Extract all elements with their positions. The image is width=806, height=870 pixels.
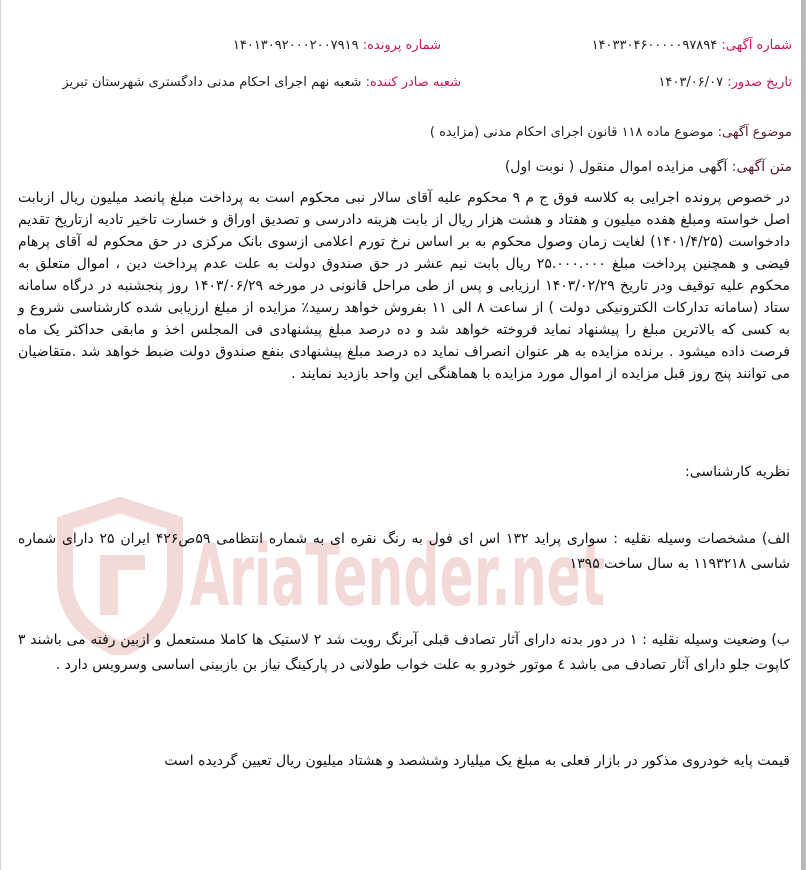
body-paragraph: در خصوص پرونده اجرایی به کلاسه فوق ج م ۹ محکوم علیه آقای سالار نبی محکوم است به پرداخت مبلغ پانصد میلیون ریال ازبابت اصل خواسته ومبلغ هفده میلیون و هفتاد و هشت هزار ریال از بابت هزینه دادرسی و تصدیق اوراق و خسارت تاخیر تادیه ازتاریخ تقدیم دادخواست (۱۴۰۱/۴/۲۵) لغایت زمان وصول محکوم به بر اساس نرخ تورم اعلامی ازسوی بانک مرکزی در حق محکوم له آقای پرهام فیضی و همچنین پرداخت مبلغ ۲۵.۰۰۰.۰۰۰ ریال بابت نیم عشر در حق صندوق دولت به علت عدم پرداخت دین ، اموال متعلق به محکوم علیه توقیف ودر تاریخ ۱۴۰۳/۰۲/۲۹ ارزیابی و پس از طی مراحل قانونی در مورخه ۱۴۰۳/۰۶/۲۹ روز پنجشنبه در درگاه سامانه ستاد (سامانه تدارکات الکترونیکی دولت ) از ساعت ۸ الی ۱۱ بفروش خواهد رسید٪ مزایده از مبلغ ارزیابی شده کارشناسی شروع و به کسی که بالاترین مبلغ را پیشنهاد نماید فروخته خواهد شد و ده درصد مبلغ پیشنهادی فی المجلس اخذ و مابقی حداکثر یک ماه فرصت داده میشود . برنده مزایده به هر عنوان انصراف نماید ده درصد مبلغ پیشنهادی بنفع صندوق دولت ضبط خواهد شد .متقاضیان می توانند پنج روز قبل مزایده از اموال مورد مزایده با هماهنگی این واحد بازدید نمایند . [18,190,791,382]
issue-date-value: ۱۴۰۳/۰۶/۰۷ [658,75,724,90]
subject-value: موضوع ماده ۱۱۸ قانون اجرای احکام مدنی (مزایده ) [429,125,714,140]
ad-number-field [592,37,792,55]
file-number-field [233,37,441,55]
ad-number-value: ۱۴۰۳۳۰۴۶۰۰۰۰۰۹۷۸۹۴ [591,38,718,53]
issue-date-label: تاریخ صدور: [727,75,792,90]
file-number-value: ۱۴۰۱۳۰۹۲۰۰۰۲۰۰۷۹۱۹ [232,38,359,53]
issuer-value: شعبه نهم اجرای احکام مدنی دادگستری شهرستان تبریز [62,75,362,90]
subject-label: موضوع آگهی: [717,125,792,140]
ad-text-field [505,158,792,176]
ad-text-label: متن آگهی: [731,159,792,175]
issuer-field [62,74,461,92]
issue-date-field [658,74,792,92]
subject-field [430,124,792,142]
ad-number-label: شماره آگهی: [721,38,792,53]
watermark-text: AriaTender.net [190,526,605,626]
file-number-label: شماره پرونده: [362,38,441,53]
base-price-paragraph: قیمت پایه خودروی مذکور در بازار فعلی به مبلغ یک میلیارد وششصد و هشتاد میلیون ریال تعیین گردیده است [164,753,790,769]
issuer-label: شعبه صادر کننده: [365,75,461,90]
vehicle-condition-paragraph: ب) وضعیت وسیله نقلیه : ۱ در دور بدنه دارای آثار تصادف قبلی آبرنگ رویت شد ۲ لاستیک ها کاملا مستعمل و ازبین رفته می باشند ۳ کاپوت جلو دارای آثار تصادف می باشد ٤ موتور خودرو به علت خواب طولانی در پارکینگ نیاز بن بازبینی اساسی وسرویس دارد . [18,632,790,673]
page-left-border [0,0,1,870]
ad-text-value: آگهی مزایده اموال منقول ( نوبت اول) [504,159,728,175]
page-right-border [801,0,806,870]
expert-opinion-title: نظریه کارشناسی: [685,464,790,480]
vehicle-specs-paragraph: الف) مشخصات وسیله نقلیه : سواری پراید ۱۳۲ اس ای فول به رنگ نقره ای به شماره انتظامی ۵۹ص۴۲۶ ایران ۲۵ دارای شماره شاسی ۱۱۹۳۲۱۸ به سال ساخت ۱۳۹۵ [18,531,790,572]
